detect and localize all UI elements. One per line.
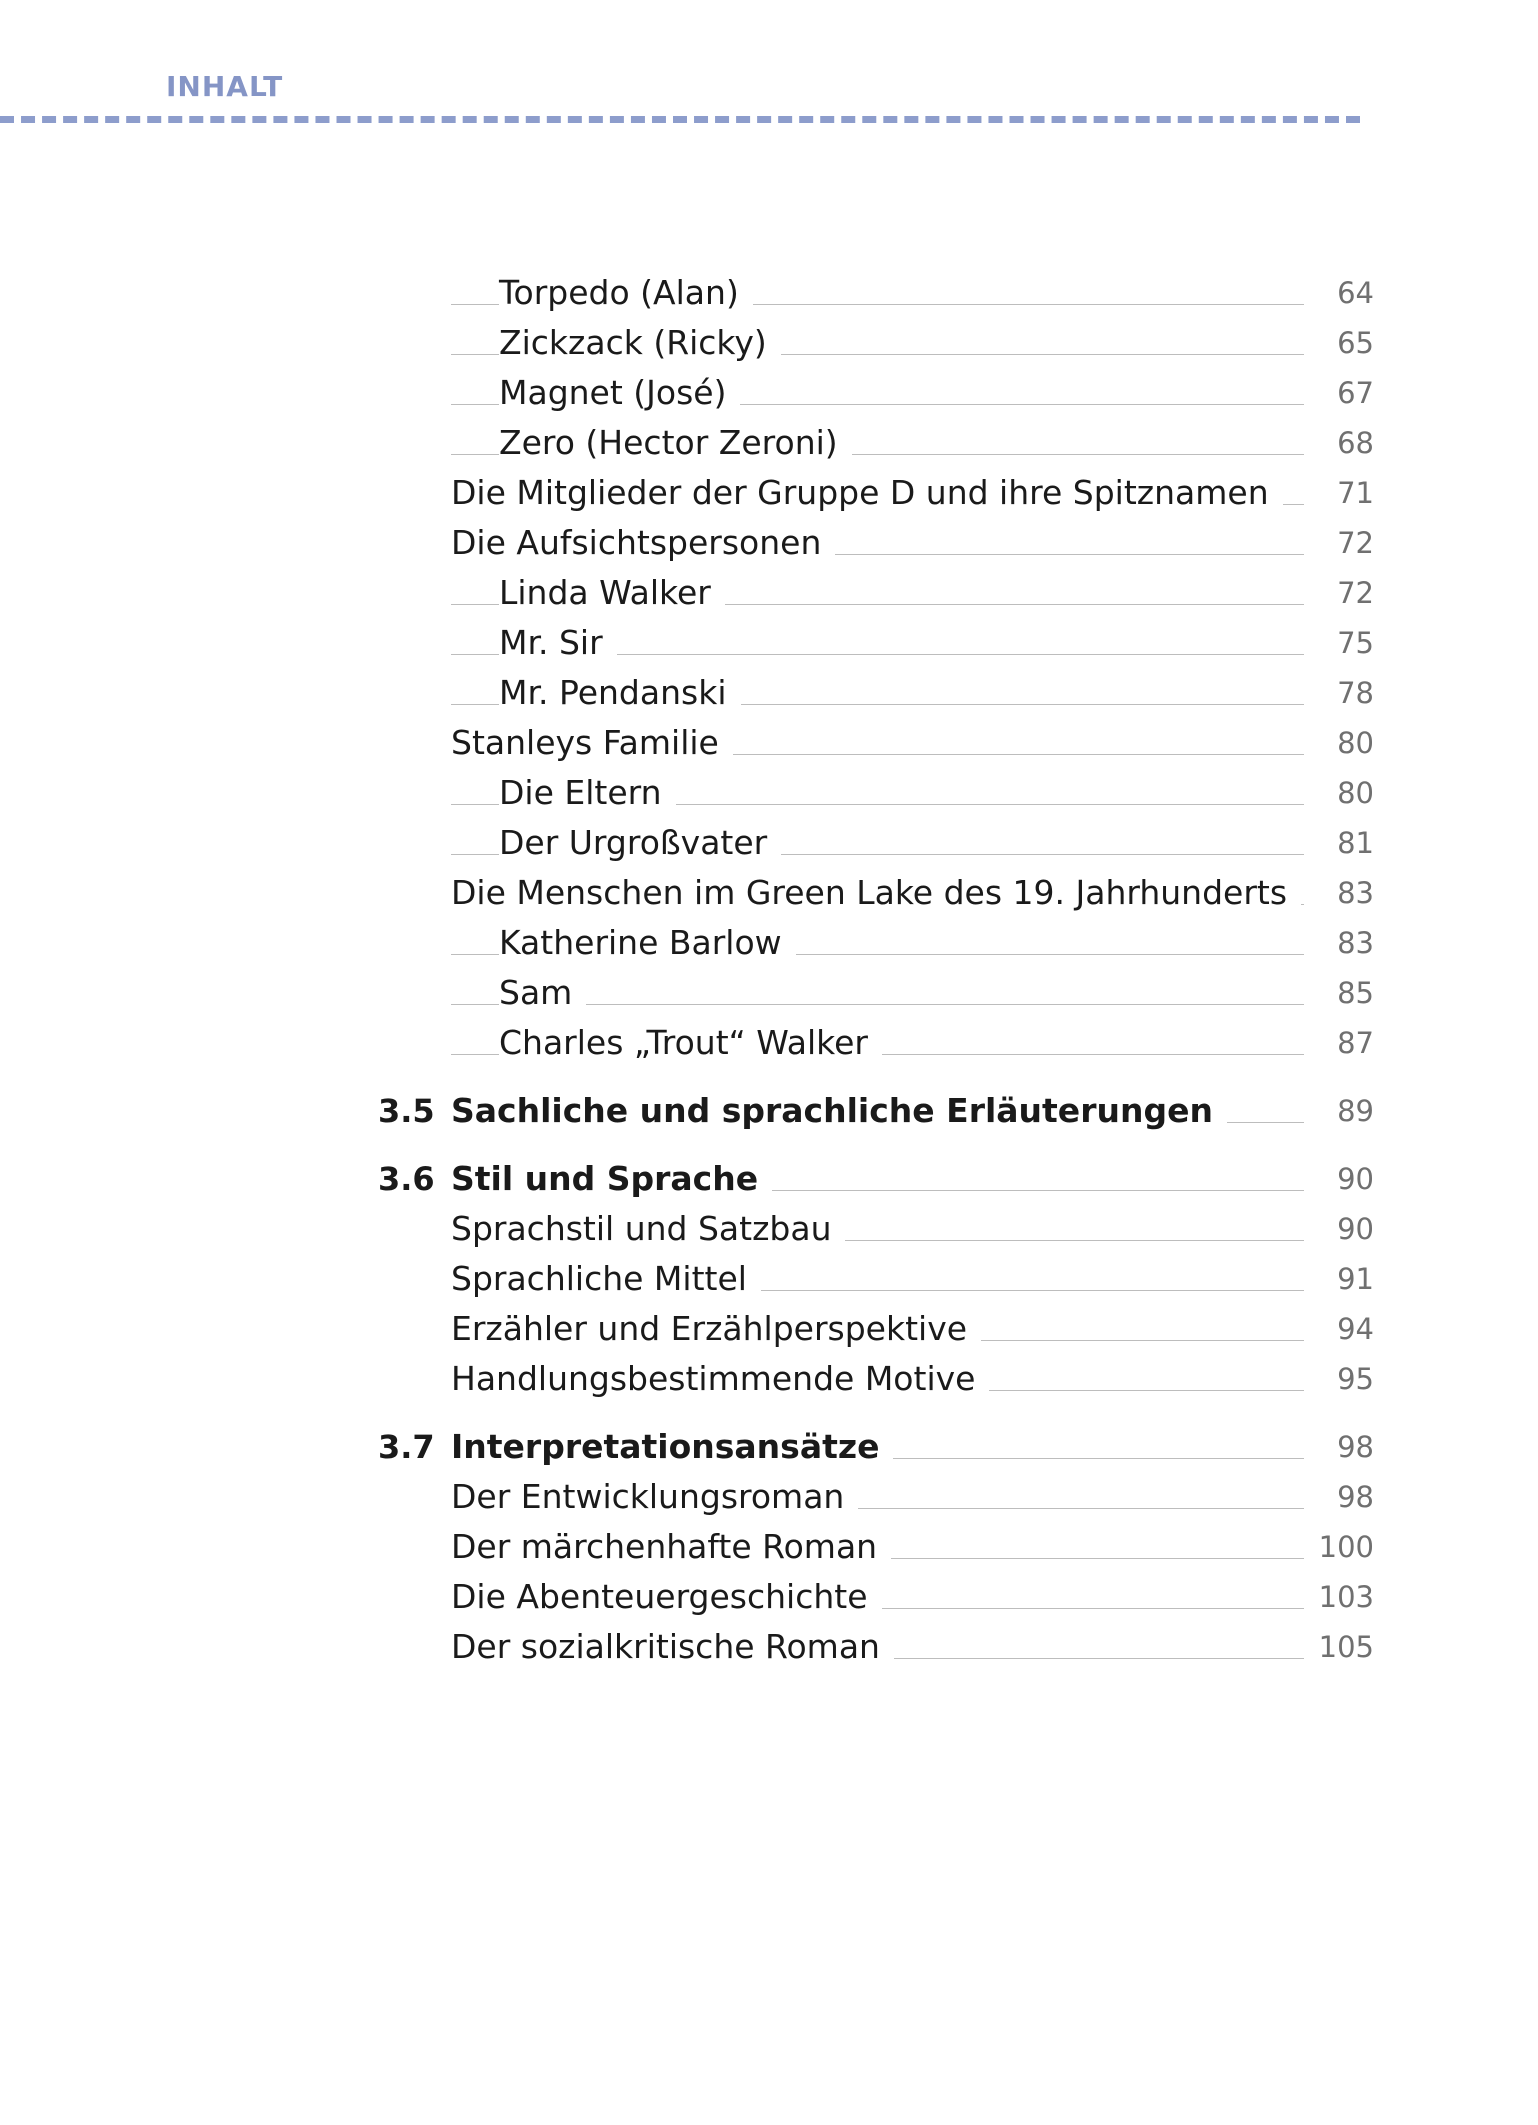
toc-entry	[0, 368, 1538, 418]
toc-entry-title: Zickzack (Ricky)	[499, 318, 781, 368]
toc-page-number: 83	[1337, 876, 1374, 910]
toc-entry	[0, 968, 1538, 1018]
running-header: INHALT	[166, 70, 284, 103]
toc-entry	[0, 418, 1538, 468]
toc-page-number: 71	[1337, 476, 1374, 510]
toc-entry	[0, 468, 1538, 518]
toc-entry-title: Die Abenteuergeschichte	[451, 1572, 882, 1622]
toc-entry	[0, 618, 1538, 668]
toc-page-number: 100	[1318, 1530, 1374, 1564]
toc-entry-title: Die Aufsichtspersonen	[451, 518, 835, 568]
toc-entry	[0, 1018, 1538, 1068]
toc-section-entry	[0, 1154, 1538, 1204]
toc-entry-title: Mr. Pendanski	[499, 668, 741, 718]
toc-entry	[0, 668, 1538, 718]
toc-entry-title: Sam	[499, 968, 586, 1018]
toc-entry	[0, 1354, 1538, 1404]
toc-page-number: 85	[1337, 976, 1374, 1010]
toc-entry-title: Zero (Hector Zeroni)	[499, 418, 852, 468]
toc-entry-title: Sprachstil und Satzbau	[451, 1204, 845, 1254]
toc-page-number: 72	[1337, 576, 1374, 610]
toc-page-number: 80	[1337, 776, 1374, 810]
toc-entry-title: Charles „Trout“ Walker	[499, 1018, 882, 1068]
toc-entry-title: Die Eltern	[499, 768, 676, 818]
toc-entry-title: Erzähler und Erzählperspektive	[451, 1304, 981, 1354]
toc-section-entry	[0, 1086, 1538, 1136]
toc-page-number: 89	[1337, 1094, 1374, 1128]
toc-entry	[0, 818, 1538, 868]
toc-entry	[0, 1204, 1538, 1254]
toc-entry	[0, 318, 1538, 368]
toc-page-number: 90	[1337, 1212, 1374, 1246]
toc-entry-title: Interpretationsansätze	[451, 1422, 893, 1472]
toc-entry-title: Mr. Sir	[499, 618, 617, 668]
toc-entry	[0, 518, 1538, 568]
toc-entry-title: Torpedo (Alan)	[499, 268, 753, 318]
toc-page-number: 98	[1337, 1430, 1374, 1464]
toc-page-number: 75	[1337, 626, 1374, 660]
toc-entry	[0, 868, 1538, 918]
toc-section-entry	[0, 1422, 1538, 1472]
toc-entry-title: Die Menschen im Green Lake des 19. Jahrhunderts	[451, 868, 1301, 918]
toc-page-number: 105	[1318, 1630, 1374, 1664]
toc-entry	[0, 1472, 1538, 1522]
toc-entry	[0, 1304, 1538, 1354]
toc-page-number: 68	[1337, 426, 1374, 460]
toc-entry	[0, 768, 1538, 818]
toc-page-number: 94	[1337, 1312, 1374, 1346]
toc-page-number: 95	[1337, 1362, 1374, 1396]
toc-entry-title: Der Urgroßvater	[499, 818, 781, 868]
toc-page-number: 91	[1337, 1262, 1374, 1296]
toc-section-number: 3.5	[378, 1092, 435, 1130]
toc-page-number: 67	[1337, 376, 1374, 410]
toc-entry-title: Der märchenhafte Roman	[451, 1522, 891, 1572]
toc-page-number: 72	[1337, 526, 1374, 560]
toc-entry	[0, 1572, 1538, 1622]
toc-page-number: 83	[1337, 926, 1374, 960]
toc-entry	[0, 568, 1538, 618]
toc-entry	[0, 718, 1538, 768]
toc-section-number: 3.6	[378, 1160, 435, 1198]
toc-page-number: 98	[1337, 1480, 1374, 1514]
toc-entry-title: Sprachliche Mittel	[451, 1254, 761, 1304]
toc-entry	[0, 1254, 1538, 1304]
toc-entry-title: Magnet (José)	[499, 368, 740, 418]
toc-entry-title: Stanleys Familie	[451, 718, 733, 768]
toc-page-number: 64	[1337, 276, 1374, 310]
toc-entry	[0, 918, 1538, 968]
toc-page-number: 80	[1337, 726, 1374, 760]
toc-entry	[0, 1522, 1538, 1572]
toc-entry	[0, 268, 1538, 318]
toc-entry-title: Der Entwicklungsroman	[451, 1472, 858, 1522]
toc-page-number: 78	[1337, 676, 1374, 710]
toc-entry-title: Die Mitglieder der Gruppe D und ihre Spitznamen	[451, 468, 1283, 518]
toc-entry-title: Katherine Barlow	[499, 918, 796, 968]
toc-entry-title: Stil und Sprache	[451, 1154, 772, 1204]
toc-page-number: 87	[1337, 1026, 1374, 1060]
toc-page-number: 65	[1337, 326, 1374, 360]
toc-page-number: 81	[1337, 826, 1374, 860]
toc-entry-title: Der sozialkritische Roman	[451, 1622, 894, 1672]
toc-page-number: 90	[1337, 1162, 1374, 1196]
toc-entry-title: Linda Walker	[499, 568, 725, 618]
toc-entry-title: Handlungsbestimmende Motive	[451, 1354, 989, 1404]
toc-entry	[0, 1622, 1538, 1672]
toc-entry-title: Sachliche und sprachliche Erläuterungen	[451, 1086, 1227, 1136]
toc-section-number: 3.7	[378, 1428, 435, 1466]
toc-page-number: 103	[1318, 1580, 1374, 1614]
